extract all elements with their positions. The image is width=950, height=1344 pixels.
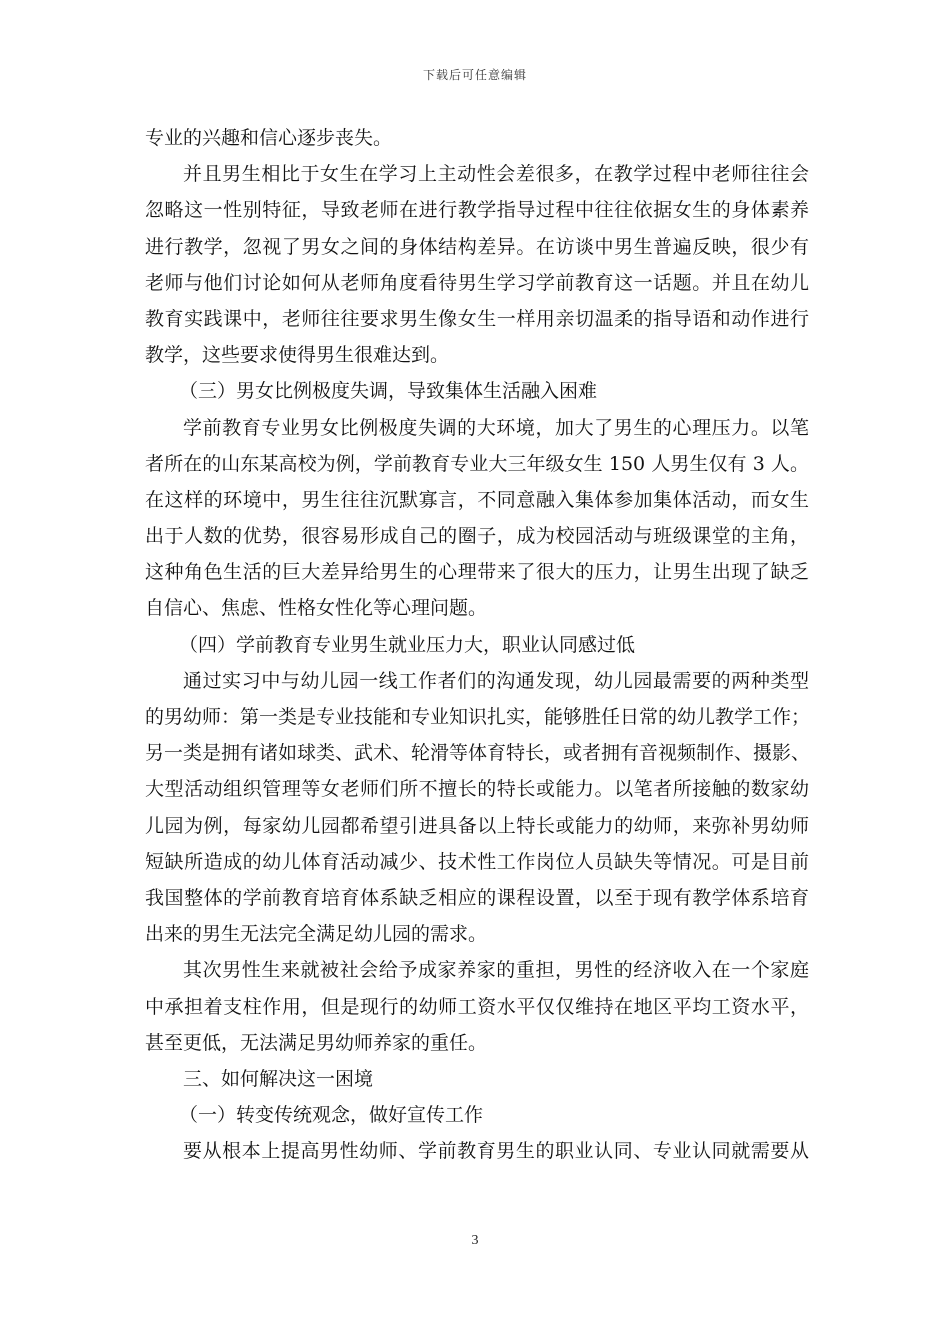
text-line: 大型活动组织管理等女老师们所不擅长的特长或能力。以笔者所接触的数家幼 xyxy=(145,778,809,801)
text-line: 自信心、焦虑、性格女性化等心理问题。 xyxy=(145,597,488,620)
paragraph-first-line: 其次男性生来就被社会给予成家养家的重担，男性的经济收入在一个家庭 xyxy=(183,959,809,982)
page-number: 3 xyxy=(471,1233,479,1248)
text-line: 的男幼师：第一类是专业技能和专业知识扎实，能够胜任日常的幼儿教学工作； xyxy=(145,706,811,728)
text-line: 专业的兴趣和信心逐步丧失。 xyxy=(145,127,393,149)
section-heading: （一）转变传统观念，做好宣传工作 xyxy=(179,1104,484,1127)
paragraph-first-line: 通过实习中与幼儿园一线工作者们的沟通发现，幼儿园最需要的两种类型 xyxy=(183,669,809,692)
paragraph-first-line: 要从根本上提高男性幼师、学前教育男生的职业认同、专业认同就需要从 xyxy=(183,1140,809,1163)
text-line: 教育实践课中，老师往往要求男生像女生一样用亲切温柔的指导语和动作进行 xyxy=(145,307,809,330)
text-line: 在这样的环境中，男生往往沉默寡言，不同意融入集体参加集体活动，而女生 xyxy=(145,488,809,511)
section-heading: 三、如何解决这一困境 xyxy=(183,1067,374,1090)
text-line: 者所在的山东某高校为例，学前教育专业大三年级女生 150 人男生仅有 3 人。 xyxy=(145,452,809,475)
text-line: 进行教学，忽视了男女之间的身体结构差异。在访谈中男生普遍反映，很少有 xyxy=(145,235,809,258)
text-line: 这种角色生活的巨大差异给男生的心理带来了很大的压力，让男生出现了缺乏 xyxy=(145,561,809,584)
text-line: 老师与他们讨论如何从老师角度看待男生学习学前教育这一话题。并且在幼儿 xyxy=(145,271,809,294)
text-line: 教学，这些要求使得男生很难达到。 xyxy=(145,344,450,367)
paragraph-first-line: 并且男生相比于女生在学习上主动性会差很多，在教学过程中老师往往会 xyxy=(183,163,809,186)
document-body xyxy=(145,120,809,1169)
text-line: 中承担着支柱作用，但是现行的幼师工资水平仅仅维持在地区平均工资水平， xyxy=(145,995,809,1018)
text-line: 忽略这一性别特征，导致老师在进行教学指导过程中往往依据女生的身体素养 xyxy=(145,199,809,222)
text-line: 我国整体的学前教育培育体系缺乏相应的课程设置，以至于现有教学体系培育 xyxy=(145,886,809,909)
text-line: 另一类是拥有诸如球类、武术、轮滑等体育特长，或者拥有音视频制作、摄影、 xyxy=(145,742,811,765)
section-heading: （四）学前教育专业男生就业压力大，职业认同感过低 xyxy=(179,633,636,656)
page-header-note: 下载后可任意编辑 xyxy=(422,68,527,82)
text-line: 甚至更低，无法满足男幼师养家的重任。 xyxy=(145,1031,488,1054)
text-line: 出于人数的优势，很容易形成自己的圈子，成为校园活动与班级课堂的主角， xyxy=(145,525,809,548)
text-line: 出来的男生无法完全满足幼儿园的需求。 xyxy=(145,923,488,946)
paragraph-first-line: 学前教育专业男女比例极度失调的大环境，加大了男生的心理压力。以笔 xyxy=(183,416,809,439)
section-heading: （三）男女比例极度失调，导致集体生活融入困难 xyxy=(179,380,598,403)
text-line: 儿园为例，每家幼儿园都希望引进具备以上特长或能力的幼师，来弥补男幼师 xyxy=(145,814,809,837)
text-line: 短缺所造成的幼儿体育活动减少、技术性工作岗位人员缺失等情况。可是目前 xyxy=(145,850,809,873)
